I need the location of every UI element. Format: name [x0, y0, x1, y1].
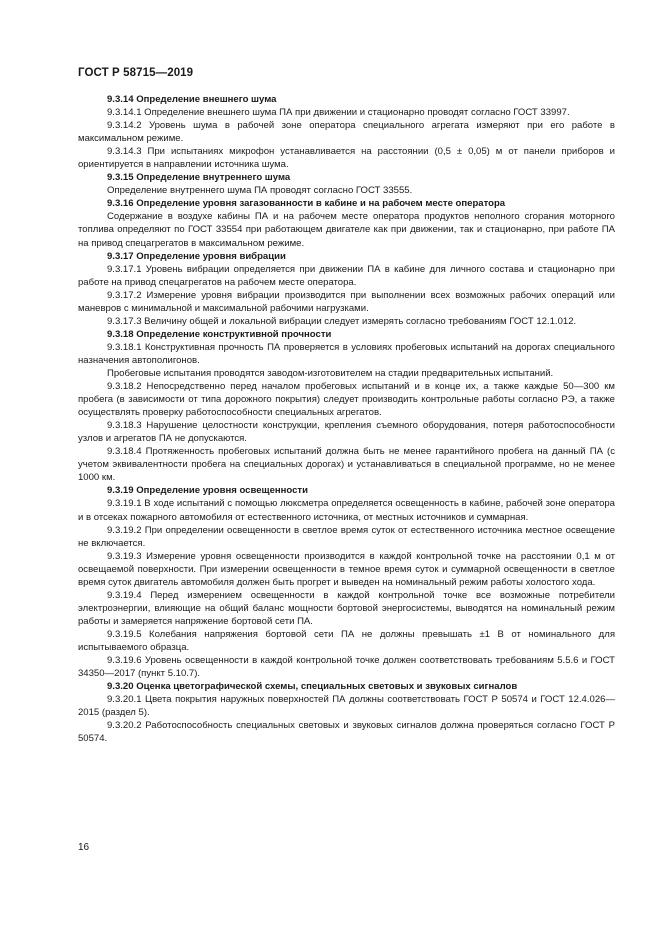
document-header: ГОСТ Р 58715—2019 [78, 67, 194, 79]
paragraph: 9.3.18.3 Нарушение целостности конструкции, крепления съемного оборудования, потеря работоспособности узлов и агрегатов ПА не допускаются. [78, 420, 615, 445]
paragraph: 9.3.14.3 При испытаниях микрофон устанавливается на расстоянии (0,5 ± 0,05) м от панели приборов и ориентируется в направлении источника шума. [78, 146, 615, 171]
paragraph: 9.3.19.5 Колебания напряжения бортовой сети ПА не должны превышать ±1 В от номинального для испытываемого образца. [78, 628, 615, 653]
paragraph: Содержание в воздухе кабины ПА и на рабочем месте оператора продуктов неполного сгорания моторного топлива определяют по ГОСТ 33554 при работающем двигателе как при движении, так и стационарно, при работе ПА на привод спецагрегатов в максимальном режиме. [78, 211, 615, 249]
section-heading: 9.3.17 Определение уровня вибрации [107, 250, 286, 262]
paragraph: 9.3.19.3 Измерение уровня освещенности производится в каждой контрольной точке на расстоянии 0,1 м от освещаемой поверхности. При измерении освещенности в темное время суток и суммарной освещенности в светлое время суток двигатель автомобиля должен быть прогрет и выведен на номинальный режим работы холостого хода. [78, 550, 615, 588]
paragraph: Определение внутреннего шума ПА проводят согласно ГОСТ 33555. [107, 185, 413, 197]
paragraph: 9.3.19.2 При определении освещенности в светлое время суток от естественного источника местное освещение не включается. [78, 524, 615, 549]
paragraph: 9.3.20.1 Цвета покрытия наружных поверхностей ПА должны соответствовать ГОСТ Р 50574 и ГОСТ 12.4.026—2015 (раздел 5). [78, 694, 615, 719]
paragraph: 9.3.17.3 Величину общей и локальной вибрации следует измерять согласно требованиям ГОСТ 12.1.012. [107, 315, 577, 327]
paragraph: 9.3.18.1 Конструктивная прочность ПА проверяется в условиях пробеговых испытаний на дорогах специального назначения автополигонов. [78, 341, 615, 366]
section-heading: 9.3.18 Определение конструктивной прочности [107, 328, 332, 340]
paragraph: 9.3.14.2 Уровень шума в рабочей зоне оператора специального агрегата измеряют при его работе в максимальном режиме. [78, 120, 615, 145]
paragraph: 9.3.18.2 Непосредственно перед началом пробеговых испытаний и в конце их, а также каждые 50—300 км пробега (в зависимости от типа дорожного покрытия) следует производить контрольные работы согласно РЭ, а также осуществлять проверку работоспособности специальных агрегатов. [78, 381, 615, 419]
paragraph: 9.3.17.2 Измерение уровня вибрации производится при выполнении всех возможных рабочих операций или маневров с минимальной и максимальной рабочими нагрузками. [78, 289, 615, 314]
section-heading: 9.3.16 Определение уровня загазованности в кабине и на рабочем месте оператора [107, 198, 506, 210]
document-body [78, 93, 615, 745]
section-heading: 9.3.15 Определение внутреннего шума [107, 172, 291, 184]
paragraph: 9.3.19.1 В ходе испытаний с помощью люксметра определяется освещенность в кабине, рабочей зоне оператора и в отсеках пожарного автомобиля от естественного источника, от местных источников и суммарная. [78, 498, 615, 523]
paragraph: 9.3.14.1 Определение внешнего шума ПА при движении и стационарно проводят согласно ГОСТ 33997. [107, 107, 570, 119]
paragraph: 9.3.18.4 Протяженность пробеговых испытаний должна быть не менее гарантийного пробега на данный ПА (с учетом эквивалентности пробега на специальных дорогах) и устанавливаться в специальной программе, но не менее 1000 км. [78, 446, 615, 484]
section-heading: 9.3.20 Оценка цветографической схемы, специальных световых и звуковых сигналов [107, 681, 518, 693]
paragraph: 9.3.17.1 Уровень вибрации определяется при движении ПА в кабине для личного состава и стационарно при работе на привод спецагрегатов на рабочем месте оператора. [78, 263, 615, 288]
section-heading: 9.3.14 Определение внешнего шума [107, 94, 277, 105]
page-number: 16 [78, 842, 90, 853]
paragraph: 9.3.19.6 Уровень освещенности в каждой контрольной точке должен соответствовать требованиям 5.5.6 и ГОСТ 34350—2017 (пункт 5.10.7). [78, 655, 615, 680]
paragraph: 9.3.19.4 Перед измерением освещенности в каждой контрольной точке все возможные потребители электроэнергии, влияющие на общий баланс мощности бортовой энергосистемы, выводятся на номинальный режим работы и замеряется напряжение бортовой сети ПА. [78, 589, 615, 627]
section-heading: 9.3.19 Определение уровня освещенности [107, 485, 308, 497]
paragraph: Пробеговые испытания проводятся заводом-изготовителем на стадии предварительных испытаний. [107, 367, 554, 379]
paragraph: 9.3.20.2 Работоспособность специальных световых и звуковых сигналов должна проверяться согласно ГОСТ Р 50574. [78, 720, 615, 745]
